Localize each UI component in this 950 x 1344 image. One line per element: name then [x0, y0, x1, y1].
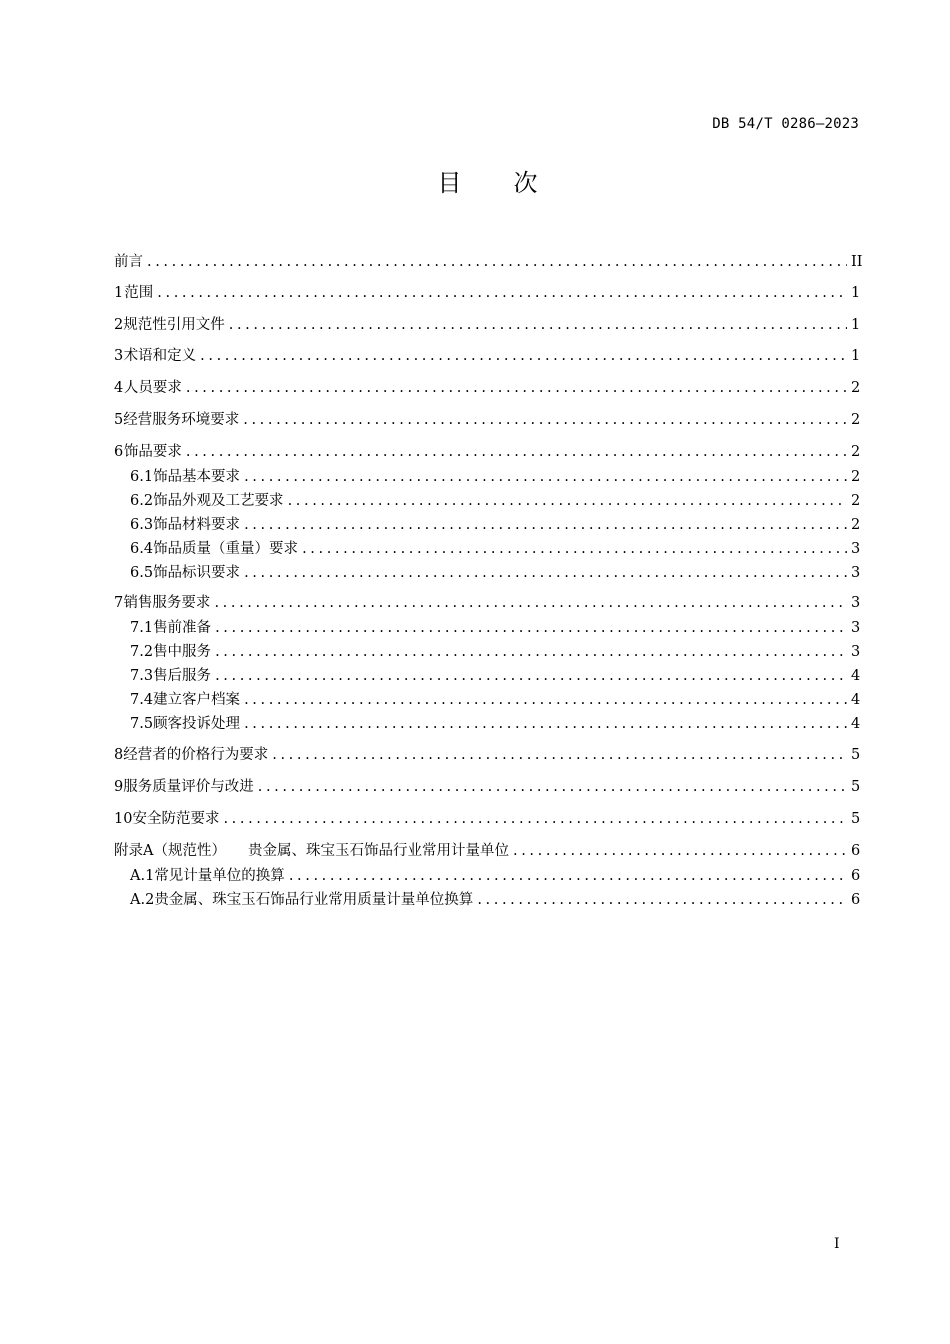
page-number: I [834, 1236, 840, 1252]
toc-leader-dots [200, 345, 847, 367]
toc-entry[interactable] [130, 689, 859, 711]
toc-entry-page: 3 [851, 541, 861, 557]
document-code: DB 54/T 0286—2023 [712, 116, 859, 132]
toc-leader-dots [215, 665, 847, 687]
toc-leader-dots [186, 441, 847, 463]
toc-entry-number: A.1 [130, 868, 155, 884]
toc-leader-dots [243, 409, 847, 431]
toc-entry[interactable] [130, 466, 859, 488]
toc-entry[interactable] [114, 282, 859, 304]
toc-entry-label: 经营服务环境要求 [123, 412, 240, 428]
toc-entry-label: 常见计量单位的换算 [154, 868, 285, 884]
toc-entry[interactable] [130, 514, 859, 536]
toc-entry-page: 1 [851, 317, 861, 333]
toc-entry[interactable] [114, 314, 859, 336]
toc-entry[interactable] [114, 377, 859, 399]
toc-entry-number: 2 [114, 317, 124, 333]
toc-entry-page: 6 [851, 843, 861, 859]
toc-leader-dots [244, 514, 847, 536]
toc-entry-number: 7.2 [130, 644, 154, 660]
toc-entry-label: 饰品要求 [123, 444, 182, 460]
toc-entry[interactable] [130, 889, 859, 911]
toc-entry-label: 经营者的价格行为要求 [123, 747, 269, 763]
toc-entry[interactable] [114, 345, 859, 367]
toc-entry-number: 3 [114, 348, 124, 364]
toc-entry[interactable] [130, 490, 859, 512]
toc-entry[interactable] [114, 251, 863, 273]
toc-entry-page: 2 [851, 444, 861, 460]
toc-entry-number: 4 [114, 380, 124, 396]
toc-entry-number: 6.4 [130, 541, 154, 557]
toc-entry-number: 附录A（规范性） [114, 843, 226, 859]
toc-entry[interactable] [130, 665, 859, 687]
toc-entry[interactable] [114, 592, 859, 614]
toc-leader-dots [186, 377, 847, 399]
toc-entry-page: 4 [851, 692, 861, 708]
toc-entry-number: 6 [114, 444, 124, 460]
page-title [0, 163, 950, 198]
toc-leader-dots [272, 744, 847, 766]
toc-entry-page: 1 [851, 285, 861, 301]
toc-entry-page: 2 [851, 469, 861, 485]
toc-leader-dots [147, 251, 847, 273]
toc-entry-number: 7.3 [130, 668, 154, 684]
toc-entry[interactable] [130, 865, 859, 887]
toc-entry-number: 6.2 [130, 493, 154, 509]
toc-entry-label: 售中服务 [153, 644, 212, 660]
toc-entry-label: 规范性引用文件 [123, 317, 225, 333]
toc-entry-label: 前言 [114, 254, 143, 270]
toc-leader-dots [244, 466, 847, 488]
toc-entry[interactable] [114, 744, 859, 766]
toc-entry-number: 5 [114, 412, 124, 428]
toc-leader-dots [244, 562, 847, 584]
toc-entry-page: 3 [851, 565, 861, 581]
toc-entry[interactable] [114, 441, 859, 463]
toc-entry-page: 1 [851, 348, 861, 364]
toc-entry-number: 6.5 [130, 565, 154, 581]
toc-entry[interactable] [130, 713, 859, 735]
toc-entry-label: 安全防范要求 [132, 811, 220, 827]
toc-entry-page: 4 [851, 668, 861, 684]
toc-entry[interactable] [114, 808, 859, 830]
toc-entry-page: 5 [851, 779, 861, 795]
toc-leader-dots [289, 865, 847, 887]
toc-entry-page: II [851, 254, 863, 270]
toc-entry-page: 5 [851, 811, 861, 827]
toc-entry-label: 饰品材料要求 [153, 517, 241, 533]
toc-entry-label: 顾客投诉处理 [153, 716, 241, 732]
toc-leader-dots [477, 889, 847, 911]
toc-entry-page: 2 [851, 412, 861, 428]
toc-entry-label: 术语和定义 [123, 348, 197, 364]
toc-entry-label: 销售服务要求 [123, 595, 211, 611]
toc-entry-number: 7.4 [130, 692, 154, 708]
toc-entry[interactable] [114, 840, 859, 862]
toc-entry-label: 范围 [124, 285, 154, 301]
toc-entry-number: 6.3 [130, 517, 154, 533]
toc-entry-page: 3 [851, 595, 861, 611]
toc-leader-dots [288, 490, 847, 512]
title-part-2: 次 [513, 169, 538, 197]
title-part-1: 目 [437, 169, 462, 197]
toc-entry-number: A.2 [130, 892, 155, 908]
toc-entry-page: 3 [851, 620, 861, 636]
toc-entry[interactable] [114, 776, 859, 798]
toc-entry-page: 6 [851, 868, 861, 884]
toc-entry-label: 饰品外观及工艺要求 [153, 493, 284, 509]
toc-entry-number: 1 [114, 285, 124, 301]
toc-entry-page: 4 [851, 716, 861, 732]
toc-leader-dots [244, 689, 847, 711]
toc-entry-label: 建立客户档案 [153, 692, 241, 708]
toc-leader-dots [513, 840, 847, 862]
toc-leader-dots [302, 538, 847, 560]
toc-entry-label: 饰品质量（重量）要求 [153, 541, 299, 557]
toc-entry[interactable] [130, 617, 859, 639]
toc-entry-page: 2 [851, 493, 861, 509]
toc-entry[interactable] [114, 409, 859, 431]
toc-entry-label: 售前准备 [153, 620, 212, 636]
toc-leader-dots [157, 282, 847, 304]
toc-entry-number: 7 [114, 595, 124, 611]
toc-entry-number: 8 [114, 747, 124, 763]
toc-entry-label: 贵金属、珠宝玉石饰品行业常用计量单位 [247, 843, 509, 859]
toc-leader-dots [244, 713, 847, 735]
toc-entry[interactable] [130, 538, 859, 560]
toc-leader-dots [258, 776, 847, 798]
toc-leader-dots [223, 808, 847, 830]
toc-entry-number: 10 [114, 811, 133, 827]
toc-entry-page: 2 [851, 380, 861, 396]
toc-entry-label: 售后服务 [153, 668, 212, 684]
toc-entry-label: 饰品标识要求 [153, 565, 241, 581]
toc-entry[interactable] [130, 641, 859, 663]
toc-entry-page: 6 [851, 892, 861, 908]
toc-entry-label: 服务质量评价与改进 [123, 779, 254, 795]
toc-leader-dots [215, 641, 847, 663]
toc-entry-label: 贵金属、珠宝玉石饰品行业常用质量计量单位换算 [154, 892, 474, 908]
toc-entry-page: 3 [851, 644, 861, 660]
toc-entry-number: 6.1 [130, 469, 154, 485]
toc-leader-dots [229, 314, 847, 336]
toc-entry-label: 饰品基本要求 [153, 469, 241, 485]
toc-entry-label: 人员要求 [123, 380, 182, 396]
toc-entry-number: 9 [114, 779, 124, 795]
toc-entry[interactable] [130, 562, 859, 584]
toc-leader-dots [214, 592, 847, 614]
toc-entry-number: 7.5 [130, 716, 154, 732]
toc-entry-number: 7.1 [130, 620, 154, 636]
toc-leader-dots [215, 617, 847, 639]
toc-entry-page: 5 [851, 747, 861, 763]
toc-entry-page: 2 [851, 517, 861, 533]
